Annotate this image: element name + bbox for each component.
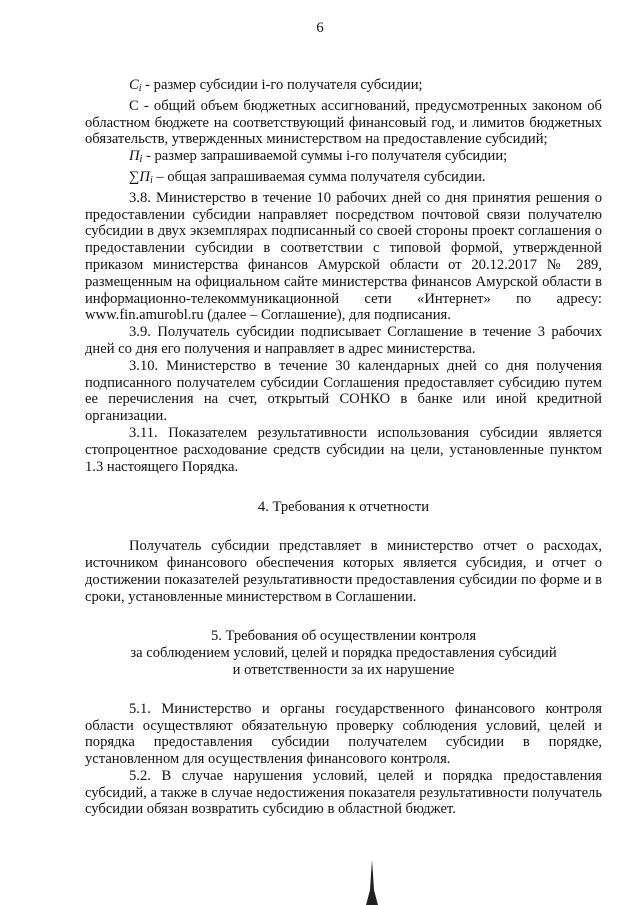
definition-ci	[85, 77, 602, 98]
definition-c	[85, 98, 602, 148]
definition-pi	[85, 148, 602, 169]
paragraph-5-1: 5.1. Министерство и органы государственного финансового контроля области осуществляют обязательную проверку соблюдения условий, целей и порядка предоставления субсидии получателем субсидии в порядке, установленном для осуществления финансового контроля.	[85, 700, 602, 768]
paragraph-3-11: 3.11. Показателем результативности использования субсидии является стопроцентное расходование средств субсидии на цели, установленные пунктом 1.3 настоящего Порядка.	[85, 424, 602, 475]
symbol-pi: П	[129, 148, 140, 165]
section-5-heading-line-2: за соблюдением условий, целей и порядка предоставления субсидий	[130, 645, 557, 662]
paragraph-3-9: 3.9. Получатель субсидии подписывает Соглашение в течение 3 рабочих дней со дня его получения и направляет в адрес министерства.	[85, 324, 602, 357]
section-5-heading-line-3: и ответственности за их нарушение	[232, 661, 455, 678]
section-5-heading	[85, 628, 602, 678]
definition-sum-pi	[85, 169, 602, 190]
symbol-ci: C	[129, 77, 139, 93]
definition-c-text: - общий объем бюджетных ассигнований, предусмотренных законом об областном бюджете на соответствующий финансовый год, и лимитов бюджетных обязательств, утвержденных министерством на предоставление субсидий;	[85, 97, 602, 148]
paragraph-4: Получатель субсидии представляет в министерство отчет о расходах, источником финансового обеспечения которых является субсидия, и отчет о достижении показателей результативности предоставления субсидии по форме и в сроки, установленные министерством в Соглашении.	[85, 538, 602, 605]
paragraph-5-2: 5.2. В случае нарушения условий, целей и порядка предоставления субсидий, а также в случае недостижения показателя результативности получатель субсидии обязан возвратить субсидию в областной бюджет.	[85, 767, 602, 818]
symbol-sum-pi: ∑П	[129, 168, 150, 185]
definition-sum-pi-text: – общая запрашиваемая сумма получателя субсидии.	[152, 168, 486, 185]
definition-pi-text: - размер запрашиваемой суммы i-го получателя субсидии;	[142, 148, 508, 165]
symbol-c: С	[129, 97, 139, 114]
document-body	[85, 77, 602, 818]
binding-mark	[365, 860, 379, 905]
paragraph-3-10: 3.10. Министерство в течение 30 календарных дней со дня получения подписанного получателем субсидии Соглашения предоставляет субсидию путем ее перечисления на счет, открытый СОНКО в банке или иной кредитной организации.	[85, 357, 602, 425]
paragraph-3-8: 3.8. Министерство в течение 10 рабочих дней со дня принятия решения о предоставлении субсидии направляет посредством почтовой связи получателю субсидии в двух экземплярах подписанный со своей стороны проект соглашения о предоставлении субсидии в соответствии с типовой формой, утвержденной приказом министерства финансов Амурской области от 20.12.2017 № 289, размещенным на официальном сайте министерства финансов Амурской области в информационно-телекоммуникационной сети «Интернет» по адресу: www.fin.amurobl.ru (далее – Соглашение), для подписания.	[85, 189, 602, 324]
section-5-heading-line-1: 5. Требования об осуществлении контроля	[210, 628, 477, 645]
definition-ci-text: - размер субсидии i-го получателя субсидии;	[141, 77, 423, 93]
symbol-sum-pi-subscript: i	[149, 174, 153, 186]
page-number: 6	[316, 20, 324, 36]
symbol-pi-subscript: i	[139, 154, 143, 166]
symbol-ci-subscript: i	[138, 83, 142, 94]
section-4-heading: 4. Требования к отчетности	[257, 499, 430, 516]
